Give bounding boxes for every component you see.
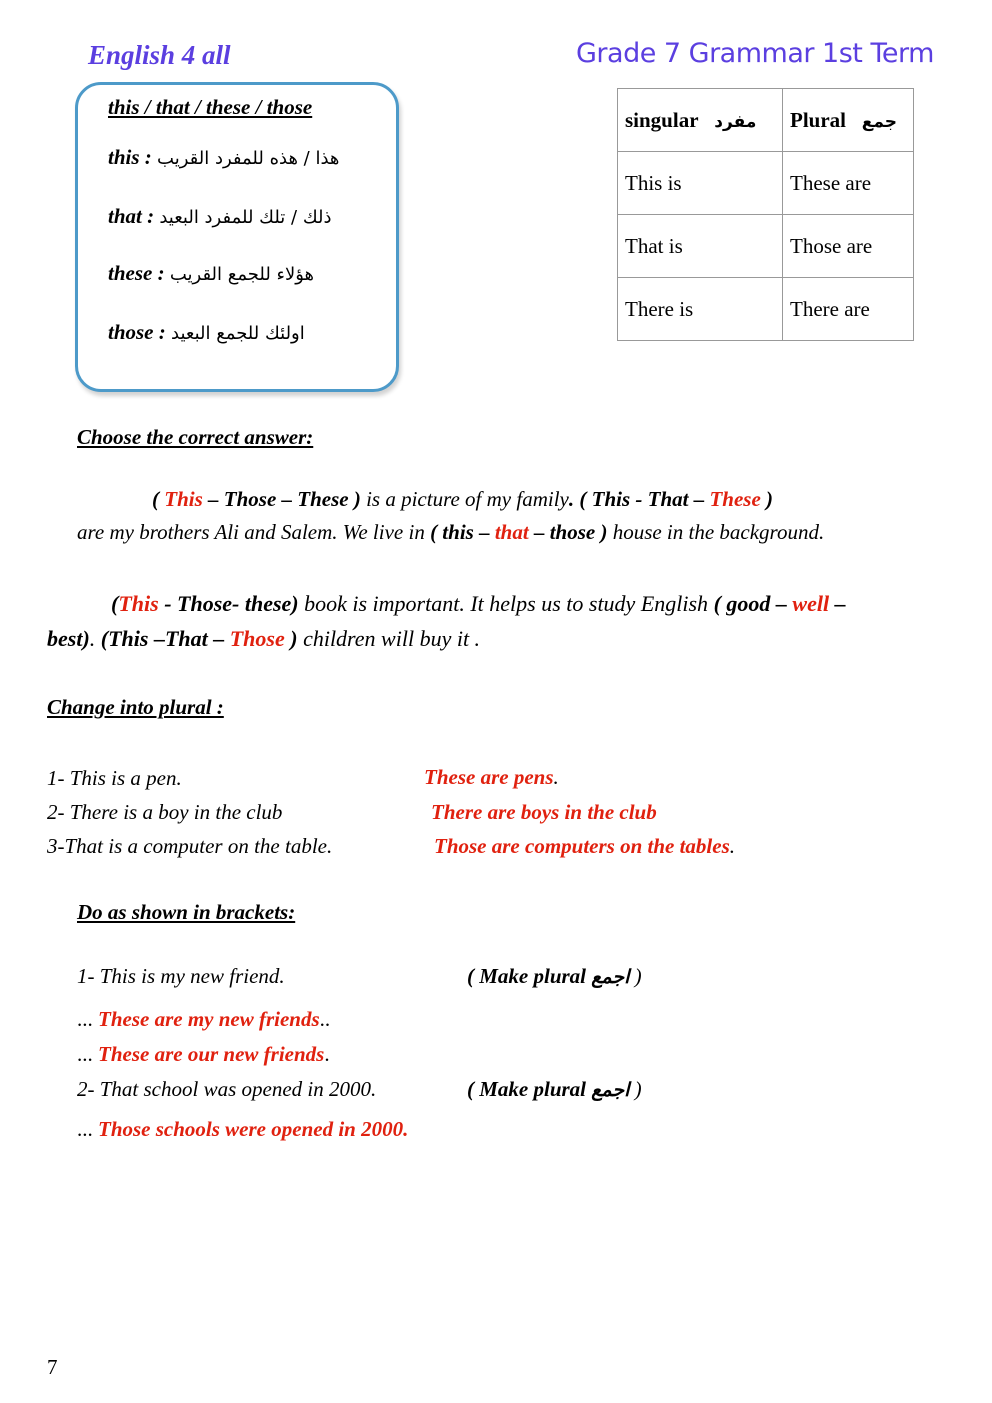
answer-option: well [792,591,830,616]
separator: – [202,487,224,511]
answer-text: These are pens [424,765,554,789]
plural-question-1: 1- This is a pen. [47,766,182,790]
table-header-singular [618,89,783,152]
box-item-those [108,320,305,345]
section-heading-choose: Choose the correct answer: [77,425,314,449]
header-ar: مفرد [714,111,757,132]
option: Those [223,487,277,511]
table-cell: That is [618,215,783,278]
answer-option: This [164,487,203,511]
answer-option: This [118,591,159,616]
brackets-answer-1 [77,1007,330,1032]
punct: . [553,765,559,789]
table-header-row [618,89,914,152]
answer-option: that [494,520,529,544]
table-row [618,215,914,278]
box-item-arabic: اولئك للجمع البعيد [171,323,305,344]
answer-option: Those [229,626,285,651]
section-heading-plural: Change into plural : [47,695,224,719]
table-cell: There is [618,278,783,341]
box-item-word: this : [108,145,152,169]
box-item-word: those : [108,320,166,344]
exercise-2-line-2 [47,626,480,652]
option: These [297,487,349,511]
plural-answer-1 [424,765,559,790]
exercise-2-line-1 [111,591,846,617]
table-row [618,278,914,341]
instruction-arabic: اجمع [591,1079,630,1101]
plural-question-2: 2- There is a boy in the club [47,800,283,824]
exercise-1-line-1 [152,487,773,512]
table-cell: There are [783,278,914,341]
sentence-text: house in the background. [607,520,825,544]
separator: – [276,487,298,511]
header-en: Plural [790,107,846,132]
box-item-word: that : [108,204,155,228]
answer-text: Those are computers on the tables [434,834,730,858]
bracket: ) [760,487,774,511]
table-header-plural [783,89,914,152]
box-item-arabic: ذلك / تلك للمفرد البعيد [159,207,332,228]
brand-title: English 4 all [88,40,231,70]
instruction-text: ( Make plural [467,964,592,988]
brackets-question-2: 2- That school was opened in 2000. [77,1077,377,1101]
sentence-text: is a picture of my family [360,487,569,511]
plural-answer-2 [431,800,657,825]
brackets-instruction-2 [467,1077,642,1102]
box-item-that [108,204,332,229]
option: best) [47,626,90,651]
exercise-1-line-2 [77,520,824,545]
options-group: ( This - That – [574,487,710,511]
options-group: ( this – [430,520,495,544]
sentence-text: book is important. It helps us to study English [298,591,714,616]
ellipsis: ... [77,1117,98,1141]
plural-answer-3 [434,834,735,859]
grammar-table [617,88,914,341]
box-item-word: these : [108,261,165,285]
bracket: ) [629,1077,642,1101]
instruction-text: ( Make plural [467,1077,592,1101]
box-item-these [108,261,314,286]
table-row [618,152,914,215]
bracket: ) [629,964,642,988]
bracket: ( [111,591,119,616]
options-group: ( good – [713,591,793,616]
ellipsis: ... [77,1007,98,1031]
answer-text: These are my new friends [98,1007,320,1031]
options-group: (This –That – [100,626,230,651]
section-heading-brackets: Do as shown in brackets: [77,900,296,924]
brackets-answer-2 [77,1042,330,1067]
brackets-answer-3 [77,1117,408,1142]
answer-text: Those schools were opened in 2000. [98,1117,409,1141]
box-item-arabic: هؤلاء للجمع القريب [169,264,315,285]
table-cell: These are [783,152,914,215]
answer-option: These [709,487,761,511]
answer-text: There are boys in the club [431,800,657,824]
bracket: ) [348,487,361,511]
brackets-instruction-1 [467,964,642,989]
punct: . [729,834,736,858]
document-title: Grade 7 Grammar 1st Term [576,38,934,69]
table-cell: This is [618,152,783,215]
sentence-text: children will buy it . [297,626,481,651]
demonstratives-box [75,82,399,392]
punct: . [324,1042,330,1066]
punct: .. [319,1007,331,1031]
plural-question-3: 3-That is a computer on the table. [47,834,333,858]
box-item-this [108,145,339,170]
options-group: - Those- these) [158,591,299,616]
page-number: 7 [47,1355,58,1379]
ellipsis: ... [77,1042,98,1066]
bracket: ) [284,626,298,651]
punct: . [568,487,575,511]
header-ar: جمع [861,111,898,132]
answer-text: These are our new friends [98,1042,325,1066]
options-group: – those ) [528,520,608,544]
bracket: ( [152,487,165,511]
header-en: singular [625,107,699,132]
brackets-question-1: 1- This is my new friend. [77,964,285,988]
sentence-text: are my brothers Ali and Salem. We live in [77,520,431,544]
instruction-arabic: اجمع [591,966,630,988]
table-cell: Those are [783,215,914,278]
separator: – [829,591,846,616]
box-item-arabic: هذا / هذه للمفرد القريب [157,148,340,169]
punct: . [89,626,101,651]
box-heading: this / that / these / those [108,95,313,119]
